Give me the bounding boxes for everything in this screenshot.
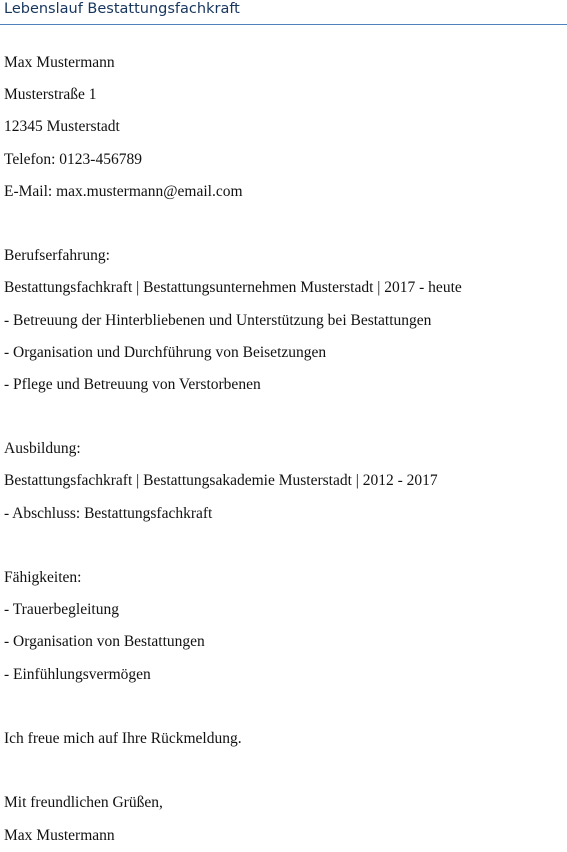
spacer (4, 755, 564, 787)
experience-item: - Organisation und Durchführung von Beisetzungen (4, 343, 327, 361)
contact-street: Musterstraße 1 (4, 86, 97, 104)
experience-heading: Berufserfahrung: (4, 247, 110, 265)
experience-item: - Betreuung der Hinterbliebenen und Unterstützung bei Bestattungen (4, 311, 432, 329)
closing-message: Ich freue mich auf Ihre Rückmeldung. (4, 729, 242, 747)
contact-city: 12345 Musterstadt (4, 118, 120, 136)
contact-phone: Telefon: 0123-456789 (4, 150, 142, 168)
experience-position: Bestattungsfachkraft | Bestattungsunternehmen Musterstadt | 2017 - heute (4, 279, 462, 297)
skills-item: - Einfühlungsvermögen (4, 665, 151, 683)
skills-item: - Organisation von Bestattungen (4, 633, 205, 651)
skills-heading: Fähigkeiten: (4, 569, 82, 586)
spacer (4, 401, 564, 433)
contact-email: E-Mail: max.mustermann@email.com (4, 182, 243, 200)
document-body (4, 47, 564, 852)
education-heading: Ausbildung: (4, 440, 81, 458)
header-title: Lebenslauf Bestattungsfachkraft (4, 1, 240, 17)
contact-name: Max Mustermann (4, 54, 115, 71)
experience-item: - Pflege und Betreuung von Verstorbenen (4, 375, 261, 393)
education-entry: Bestattungsfachkraft | Bestattungsakademie Musterstadt | 2012 - 2017 (4, 472, 438, 490)
document-header (0, 0, 567, 25)
spacer (4, 530, 564, 562)
education-item: - Abschluss: Bestattungsfachkraft (4, 504, 213, 522)
spacer (4, 691, 564, 723)
skills-item: - Trauerbegleitung (4, 601, 119, 619)
closing-signature: Max Mustermann (4, 826, 115, 844)
spacer (4, 208, 564, 240)
closing-greeting: Mit freundlichen Grüßen, (4, 794, 163, 812)
